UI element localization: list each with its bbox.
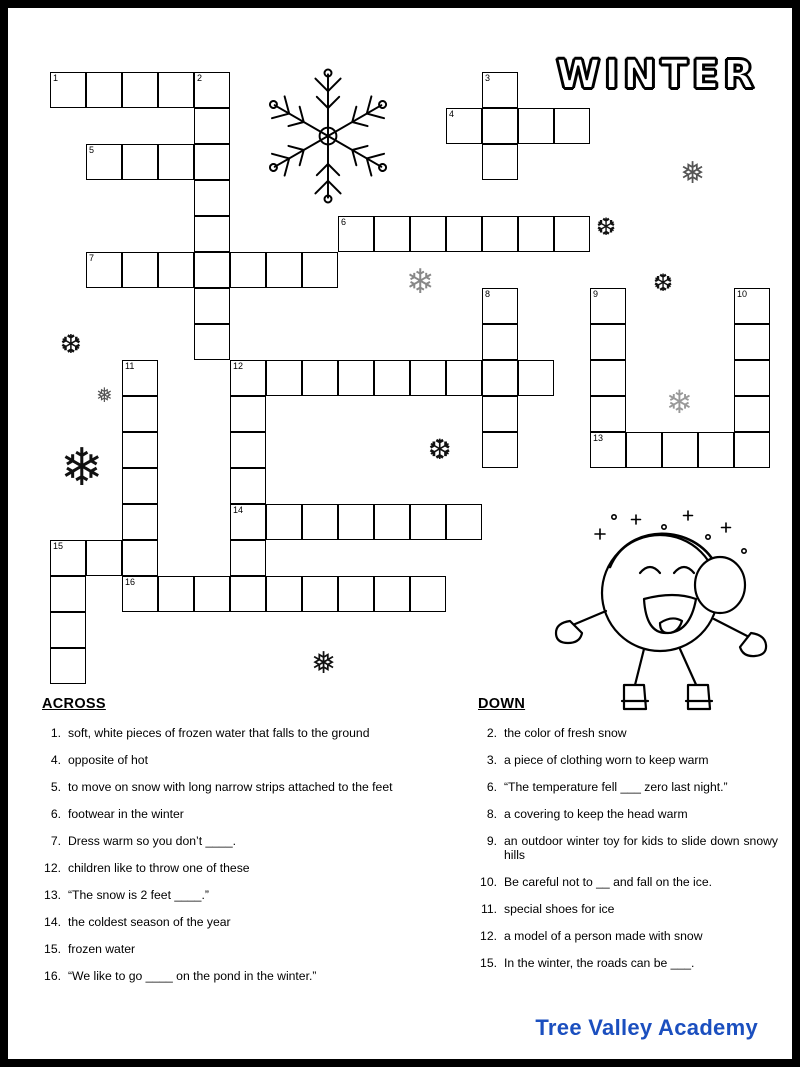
clue-text: opposite of hot [68, 753, 148, 767]
clue-item [478, 929, 778, 943]
clue-text: a piece of clothing worn to keep warm [504, 753, 709, 767]
crossword-cell[interactable] [194, 324, 230, 360]
crossword-cell[interactable] [698, 432, 734, 468]
crossword-cell[interactable] [230, 540, 266, 576]
crossword-cell[interactable] [266, 360, 302, 396]
snowflake-tiny-left-icon: ❅ [96, 385, 113, 407]
crossword-cell[interactable] [122, 360, 158, 396]
cell-number: 11 [125, 361, 135, 371]
crossword-cell[interactable] [302, 360, 338, 396]
clue-item [42, 753, 442, 767]
crossword-cell[interactable] [734, 396, 770, 432]
crossword-cell[interactable] [122, 540, 158, 576]
crossword-cell[interactable] [194, 576, 230, 612]
clue-item [478, 780, 778, 794]
clue-text: footwear in the winter [68, 807, 184, 821]
clue-number: 15. [44, 942, 61, 956]
clue-item [478, 902, 778, 916]
crossword-cell[interactable] [194, 180, 230, 216]
clue-item [42, 888, 442, 902]
cell-number: 10 [737, 289, 748, 299]
crossword-cell[interactable] [446, 216, 482, 252]
snowflake-mid-col2-icon: ❆ [428, 434, 452, 465]
crossword-cell[interactable] [410, 360, 446, 396]
crossword-cell[interactable] [86, 144, 122, 180]
clue-text: the coldest season of the year [68, 915, 231, 929]
crossword-cell[interactable] [230, 504, 266, 540]
crossword-cell[interactable] [374, 216, 410, 252]
crossword-cell[interactable] [194, 252, 230, 288]
crossword-cell[interactable] [266, 252, 302, 288]
crossword-cell[interactable] [230, 396, 266, 432]
crossword-cell[interactable] [482, 396, 518, 432]
crossword-cell[interactable] [482, 108, 518, 144]
crossword-cell[interactable] [590, 324, 626, 360]
clue-item [478, 956, 778, 970]
worksheet-page [8, 8, 792, 1059]
crossword-cell[interactable] [734, 432, 770, 468]
clue-item [42, 726, 442, 740]
crossword-cell[interactable] [590, 288, 626, 324]
crossword-cell[interactable] [158, 252, 194, 288]
cell-number: 1 [53, 73, 59, 83]
clue-text: to move on snow with long narrow strips attached to the feet [68, 780, 393, 794]
crossword-cell[interactable] [86, 252, 122, 288]
clue-number: 4. [50, 753, 61, 767]
crossword-cell[interactable] [482, 288, 518, 324]
crossword-cell[interactable] [302, 504, 338, 540]
crossword-cell[interactable] [302, 576, 338, 612]
crossword-cell[interactable] [50, 576, 86, 612]
clue-item [478, 726, 778, 740]
cell-number: 3 [485, 73, 491, 83]
clue-number: 12. [44, 861, 61, 875]
crossword-cell[interactable] [122, 144, 158, 180]
down-clue-list [478, 726, 778, 970]
cell-number: 8 [485, 289, 491, 299]
cell-number: 9 [593, 289, 599, 299]
crossword-cell[interactable] [194, 108, 230, 144]
crossword-cell[interactable] [662, 432, 698, 468]
clue-text: “The temperature fell ___ zero last night.” [504, 780, 728, 794]
crossword-cell[interactable] [266, 576, 302, 612]
clue-number: 16. [44, 969, 61, 983]
page-title: WINTER [556, 52, 758, 98]
crossword-cell[interactable] [590, 396, 626, 432]
snowflake-small-left-icon: ❆ [60, 329, 82, 359]
crossword-cell[interactable] [86, 72, 122, 108]
crossword-cell[interactable] [518, 216, 554, 252]
clue-number: 9. [486, 834, 497, 848]
across-clues-column [42, 696, 442, 996]
brand-footer: Tree Valley Academy [535, 1015, 758, 1040]
snowflake-bottom-icon: ❅ [311, 647, 337, 680]
crossword-cell[interactable] [734, 360, 770, 396]
cell-number: 16 [125, 577, 136, 587]
clue-number: 15. [480, 956, 497, 970]
crossword-cell[interactable] [446, 360, 482, 396]
crossword-cell[interactable] [86, 540, 122, 576]
cell-number: 7 [89, 253, 95, 263]
cell-number: 15 [53, 541, 64, 551]
clue-text: a model of a person made with snow [504, 929, 703, 943]
clue-text: children like to throw one of these [68, 861, 250, 875]
clue-text: a covering to keep the head warm [504, 807, 688, 821]
crossword-cell[interactable] [266, 504, 302, 540]
clue-number: 14. [44, 915, 61, 929]
crossword-cell[interactable] [50, 612, 86, 648]
clue-number: 13. [44, 888, 61, 902]
crossword-cell[interactable] [482, 432, 518, 468]
snowflake-right-mid-icon: ❆ [653, 270, 674, 297]
across-clue-list [42, 726, 442, 983]
clue-item [42, 915, 442, 929]
cell-number: 5 [89, 145, 95, 155]
cell-number: 6 [341, 217, 347, 227]
crossword-cell[interactable] [122, 72, 158, 108]
across-heading: ACROSS [42, 696, 106, 712]
crossword-cell[interactable] [554, 108, 590, 144]
crossword-cell[interactable] [158, 576, 194, 612]
clue-text: “We like to go ____ on the pond in the winter.” [68, 969, 317, 983]
crossword-cell[interactable] [230, 432, 266, 468]
cell-number: 12 [233, 361, 244, 371]
crossword-cell[interactable] [518, 108, 554, 144]
snowflake-mid-col-icon: ❄ [406, 263, 435, 301]
crossword-cell[interactable] [482, 360, 518, 396]
crossword-cell[interactable] [374, 360, 410, 396]
clue-text: special shoes for ice [504, 902, 615, 916]
crossword-cell[interactable] [410, 576, 446, 612]
down-clues-column [478, 696, 778, 983]
crossword-cell[interactable] [482, 324, 518, 360]
clue-item [42, 807, 442, 821]
clue-number: 2. [486, 726, 497, 740]
clue-item [42, 942, 442, 956]
clue-item [42, 969, 442, 983]
clue-number: 12. [480, 929, 497, 943]
snowflake-large-top-icon [258, 66, 398, 206]
crossword-cell[interactable] [230, 468, 266, 504]
crossword-cell[interactable] [122, 396, 158, 432]
crossword-cell[interactable] [590, 432, 626, 468]
crossword-cell[interactable] [626, 432, 662, 468]
clue-text: Dress warm so you don’t ____. [68, 834, 236, 848]
crossword-cell[interactable] [122, 576, 158, 612]
crossword-cell[interactable] [338, 576, 374, 612]
clue-number: 6. [486, 780, 497, 794]
crossword-cell[interactable] [446, 504, 482, 540]
clue-number: 7. [50, 834, 61, 848]
clue-item [42, 861, 442, 875]
crossword-cell[interactable] [518, 360, 554, 396]
snowflake-big-left-icon: ❄ [60, 439, 104, 497]
crossword-cell[interactable] [122, 252, 158, 288]
crossword-cell[interactable] [230, 360, 266, 396]
snowflake-small-mid-icon: ❆ [596, 214, 617, 241]
crossword-cell[interactable] [482, 144, 518, 180]
clue-text: frozen water [68, 942, 136, 956]
clue-number: 10. [480, 875, 497, 889]
clue-item [42, 780, 442, 794]
clue-text: In the winter, the roads can be ___. [504, 956, 695, 970]
crossword-cell[interactable] [554, 216, 590, 252]
crossword-cell[interactable] [194, 216, 230, 252]
crossword-cell[interactable] [338, 216, 374, 252]
crossword-cell[interactable] [194, 144, 230, 180]
crossword-cell[interactable] [158, 72, 194, 108]
clue-text: “The snow is 2 feet ____.” [68, 888, 209, 902]
crossword-cell[interactable] [446, 108, 482, 144]
crossword-cell[interactable] [122, 468, 158, 504]
cell-number: 2 [197, 73, 203, 83]
snowflake-small-right-icon: ❅ [680, 157, 706, 190]
crossword-cell[interactable] [50, 540, 86, 576]
cell-number: 14 [233, 505, 244, 515]
clue-text: soft, white pieces of frozen water that falls to the ground [68, 726, 370, 740]
clue-number: 8. [486, 807, 497, 821]
down-heading: DOWN [478, 696, 526, 712]
clue-number: 3. [486, 753, 497, 767]
crossword-cell[interactable] [734, 324, 770, 360]
clue-text: an outdoor winter toy for kids to slide down snowy hills [504, 834, 778, 862]
crossword-cell[interactable] [410, 216, 446, 252]
clue-item [478, 753, 778, 767]
clue-number: 1. [50, 726, 61, 740]
crossword-cell[interactable] [302, 252, 338, 288]
cell-number: 13 [593, 433, 604, 443]
crossword-cell[interactable] [50, 72, 86, 108]
crossword-cell[interactable] [338, 360, 374, 396]
clues-section [8, 696, 792, 1026]
crossword-cell[interactable] [50, 648, 86, 684]
clue-item [42, 834, 442, 848]
crossword-cell[interactable] [230, 252, 266, 288]
crossword-cell[interactable] [230, 576, 266, 612]
crossword-cell[interactable] [374, 576, 410, 612]
clue-item [478, 875, 778, 889]
crossword-cell[interactable] [374, 504, 410, 540]
clue-item [478, 807, 778, 821]
crossword-cell[interactable] [482, 216, 518, 252]
clue-item [478, 834, 778, 862]
crossword-cell[interactable] [482, 72, 518, 108]
clue-text: Be careful not to __ and fall on the ice. [504, 875, 713, 889]
crossword-cell[interactable] [410, 504, 446, 540]
clue-text: the color of fresh snow [504, 726, 627, 740]
crossword-cell[interactable] [122, 432, 158, 468]
crossword-cell[interactable] [122, 504, 158, 540]
cell-number: 4 [449, 109, 455, 119]
snowflake-right-low-icon: ❄ [666, 384, 693, 420]
crossword-cell[interactable] [194, 72, 230, 108]
crossword-cell[interactable] [338, 504, 374, 540]
clue-number: 6. [50, 807, 61, 821]
clue-number: 11. [480, 902, 497, 916]
clue-number: 5. [50, 780, 61, 794]
crossword-cell[interactable] [734, 288, 770, 324]
crossword-cell[interactable] [590, 360, 626, 396]
crossword-cell[interactable] [158, 144, 194, 180]
crossword-cell[interactable] [194, 288, 230, 324]
